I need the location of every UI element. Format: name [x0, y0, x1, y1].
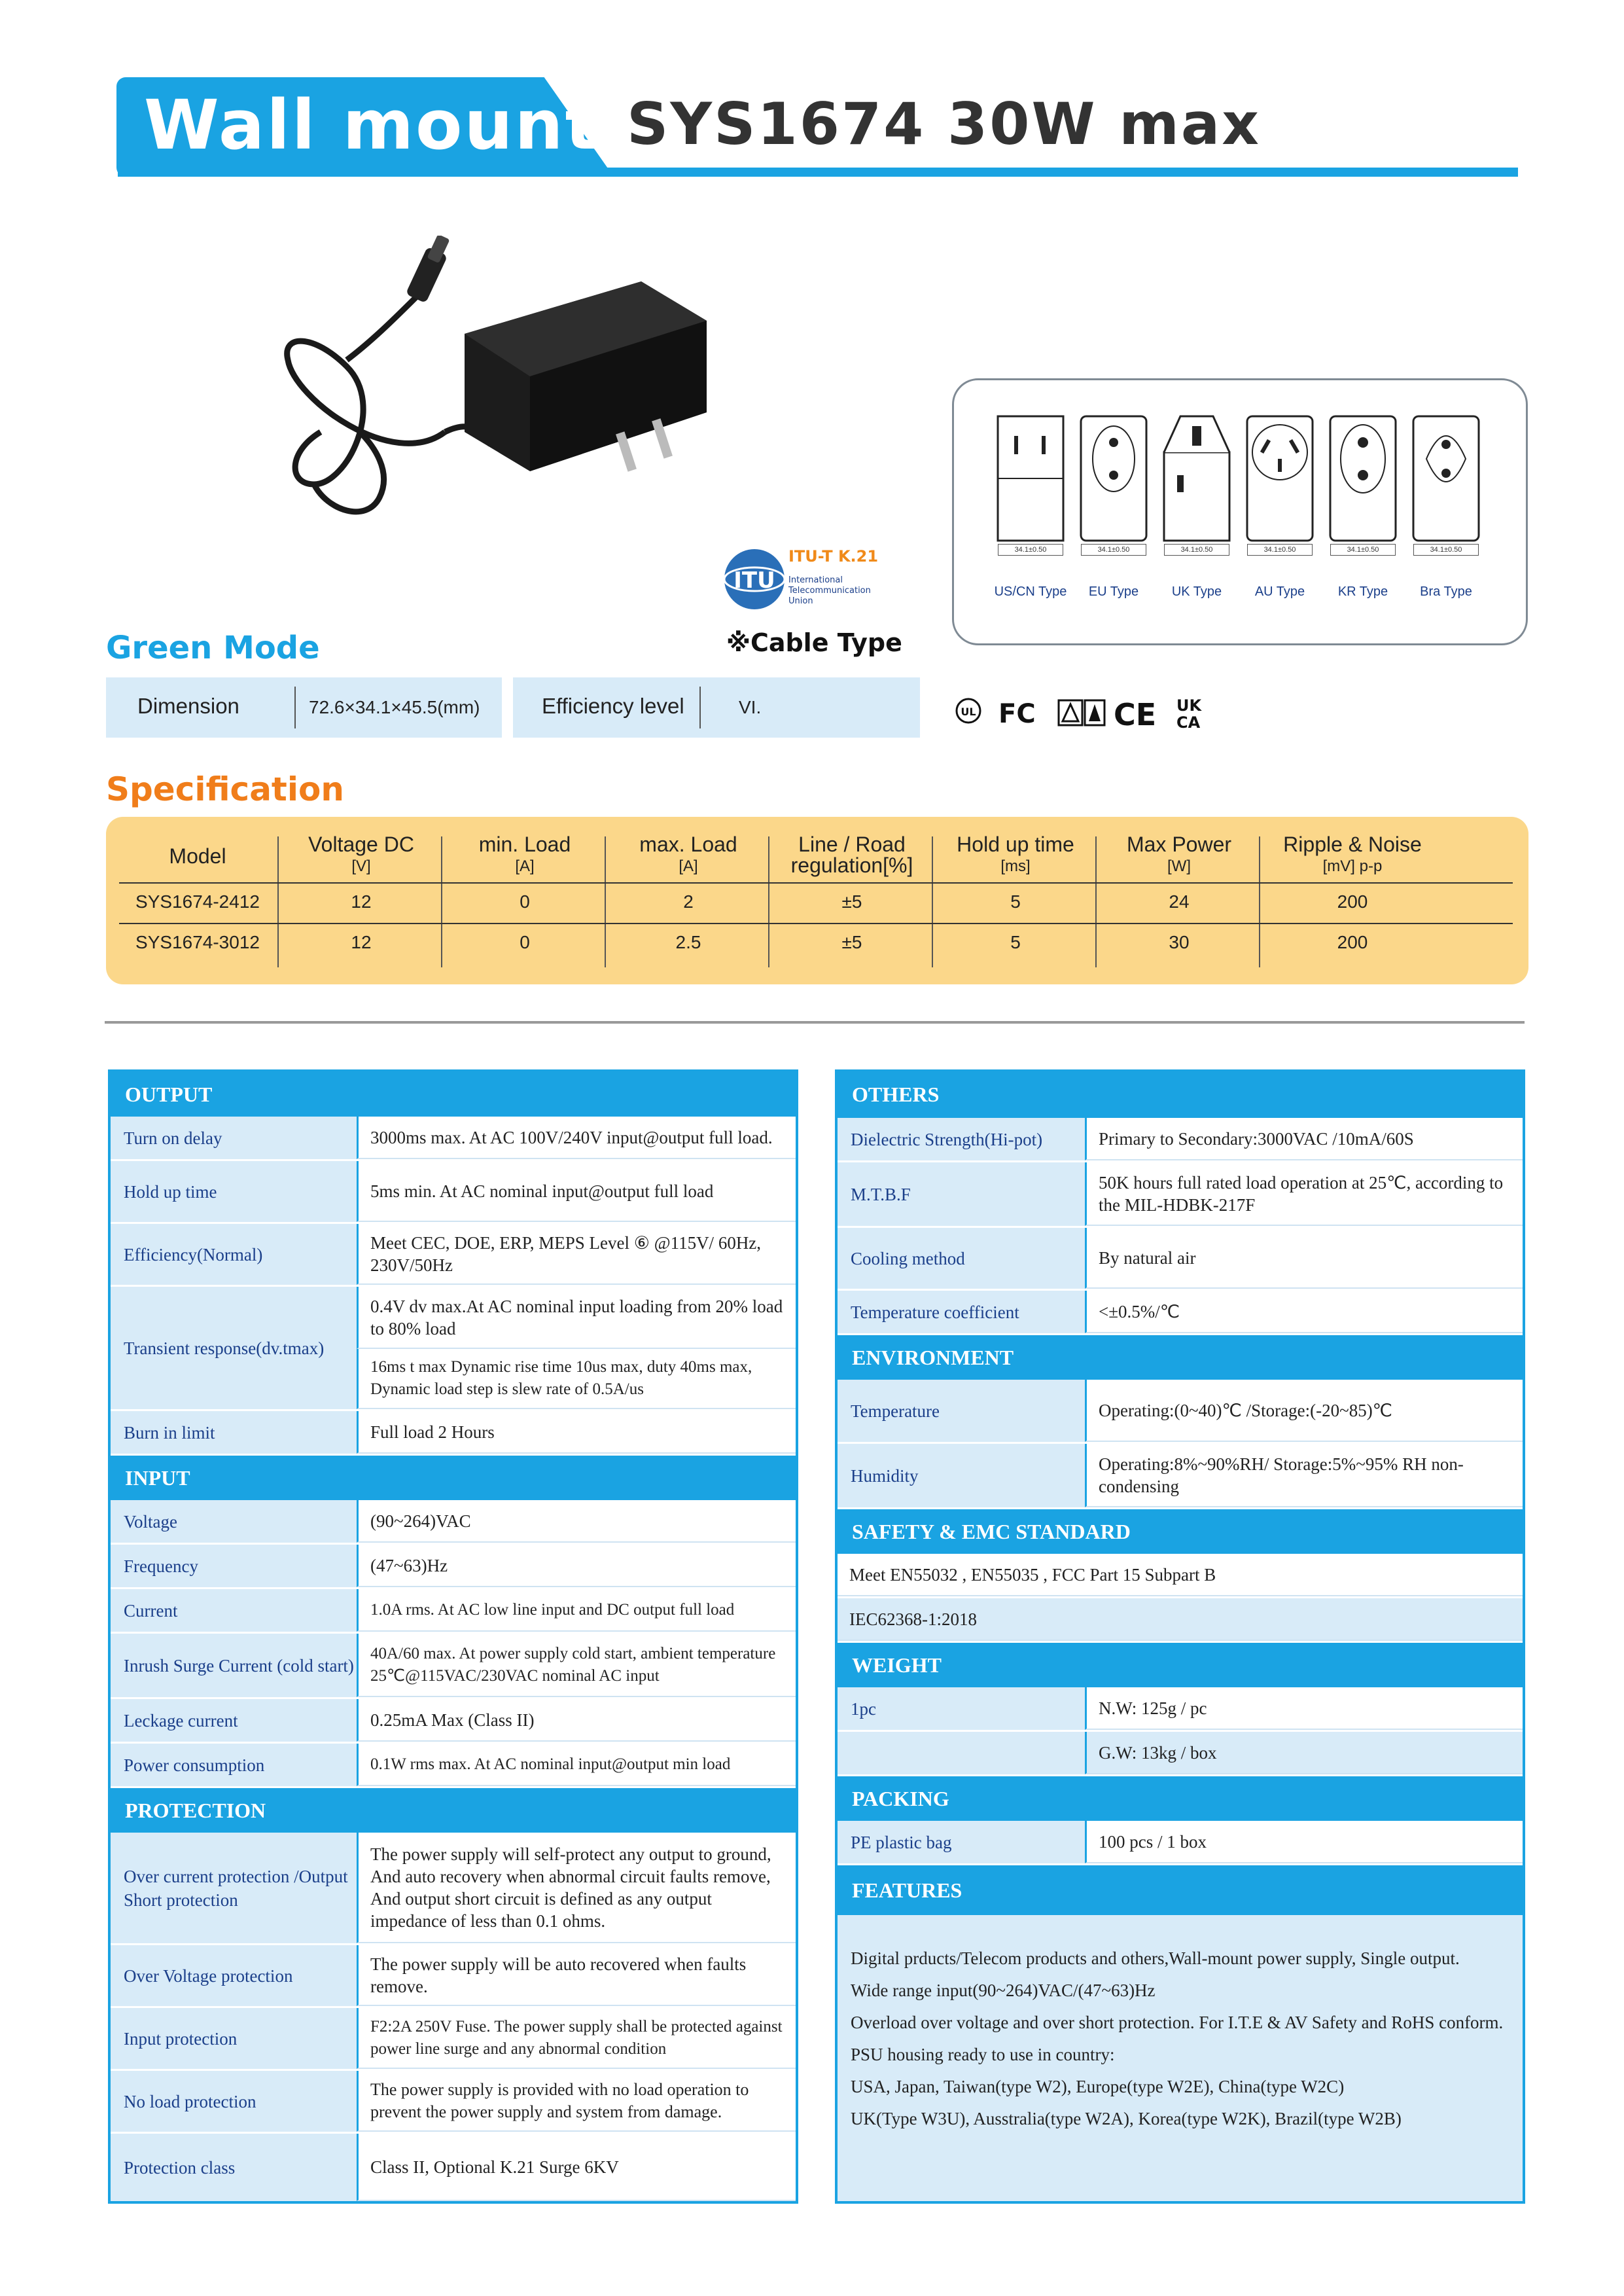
- spec-cell: 200: [1337, 891, 1368, 912]
- spec-cell: 5: [1010, 891, 1021, 912]
- row-value: 0.4V dv max.At AC nominal input loading from 20% load to 80% load: [357, 1287, 796, 1349]
- ul-logo: [957, 699, 980, 723]
- row-key: No load protection: [111, 2071, 357, 2132]
- spec-cell: 200: [1337, 932, 1368, 952]
- page-subtitle: SYS1674 30W max: [627, 90, 1262, 158]
- row-value: Meet EN55032 , EN55035 , FCC Part 15 Subpart B: [838, 1554, 1523, 1596]
- itu-line-1: International: [788, 575, 843, 585]
- row-key: Temperature coefficient: [838, 1291, 1085, 1333]
- row-value: 0.1W rms max. At AC nominal input@output min load: [357, 1744, 796, 1786]
- row-key: Transient response(dv.tmax): [111, 1287, 357, 1409]
- spec-header-regulation: Line / Road regulation[%]: [790, 833, 913, 877]
- plug-types-panel: [952, 378, 1528, 645]
- product-photo: [275, 236, 733, 576]
- plug-label-us: US/CN Type: [994, 584, 1067, 599]
- spec-cell: SYS1674-2412: [135, 891, 260, 912]
- row-value: 5ms min. At AC nominal input@output full load: [357, 1161, 796, 1222]
- spec-cell: 2: [683, 891, 694, 912]
- row-key: Dielectric Strength(Hi-pot): [838, 1118, 1085, 1160]
- row-key: Frequency: [111, 1545, 357, 1587]
- spec-col-divider: [441, 836, 442, 967]
- spec-cell: 30: [1169, 932, 1190, 952]
- table-row: [111, 1744, 796, 1788]
- spec-header-max-load: max. Load: [639, 833, 737, 856]
- plug-label-uk: UK Type: [1171, 584, 1222, 599]
- row-value: Meet CEC, DOE, ERP, MEPS Level ⑥ @115V/ 60Hz, 230V/50Hz: [357, 1224, 796, 1285]
- plug-dim-eu: 34.1±0.50: [1081, 544, 1146, 556]
- spec-col-divider: [768, 836, 769, 967]
- table-row: [838, 1444, 1523, 1509]
- spec-cell: 5: [1010, 932, 1021, 952]
- spec-unit-min-load: [A]: [515, 857, 535, 875]
- row-value: IEC62368-1:2018: [838, 1598, 1523, 1641]
- table-row: [838, 1821, 1523, 1865]
- spec-col-divider: [605, 836, 606, 967]
- spec-header-ripple: Ripple & Noise: [1283, 833, 1422, 856]
- specification-title: Specification: [106, 770, 344, 808]
- spec-cell: 0: [520, 932, 530, 952]
- table-row: [111, 1833, 796, 1945]
- row-value: By natural air: [1085, 1228, 1523, 1289]
- packing-section-header: PACKING: [838, 1776, 1523, 1821]
- spec-unit-voltage: [V]: [351, 857, 371, 875]
- spec-cell: 2.5: [675, 932, 701, 952]
- plug-label-au: AU Type: [1254, 584, 1305, 599]
- itu-title: ITU-T K.21: [788, 547, 879, 565]
- plug-dim-bra: 34.1±0.50: [1413, 544, 1479, 556]
- row-key: Turn on delay: [111, 1117, 357, 1159]
- spec-cell: 12: [351, 932, 372, 952]
- page-title: Wall mount: [144, 85, 600, 165]
- row-value: Full load 2 Hours: [357, 1411, 796, 1454]
- plug-au-icon: [1244, 413, 1316, 544]
- table-row: [111, 1411, 796, 1456]
- plug-dim-kr: 34.1±0.50: [1330, 544, 1396, 556]
- row-value: G.W: 13kg / box: [1085, 1732, 1523, 1774]
- table-row: [111, 1545, 796, 1589]
- row-key: Over Voltage protection: [111, 1945, 357, 2006]
- table-row: [111, 1945, 796, 2008]
- table-row: [111, 1117, 796, 1161]
- itu-abbr: ITU: [733, 567, 775, 594]
- row-key: PE plastic bag: [838, 1821, 1085, 1863]
- row-value: Operating:(0~40)℃ /Storage:(-20~85)℃: [1085, 1380, 1523, 1442]
- plug-us-icon: [995, 413, 1067, 544]
- row-key: Inrush Surge Current (cold start): [111, 1634, 357, 1697]
- ukca-logo: [1176, 696, 1202, 732]
- row-value: F2:2A 250V Fuse. The power supply shall be protected against power line surge and any abnormal condition: [357, 2008, 796, 2069]
- row-key: M.T.B.F: [838, 1162, 1085, 1226]
- table-row: [838, 1687, 1523, 1732]
- green-mode-title: Green Mode: [106, 630, 320, 666]
- efficiency-label: Efficiency level: [542, 694, 684, 718]
- spec-header-model: Model: [169, 844, 226, 868]
- spec-cell: 0: [520, 891, 530, 912]
- row-value: (90~264)VAC: [357, 1500, 796, 1543]
- table-row: [111, 1634, 796, 1699]
- spec-cell: ±5: [841, 891, 862, 912]
- row-value: 16ms t max Dynamic rise time 10us max, duty 40ms max, Dynamic load step is slew rate of 0.5A/us: [357, 1349, 796, 1409]
- weight-section-header: WEIGHT: [838, 1643, 1523, 1687]
- table-row: [111, 1500, 796, 1545]
- spec-col-divider: [932, 836, 933, 967]
- row-value: 100 pcs / 1 box: [1085, 1821, 1523, 1863]
- row-key: Cooling method: [838, 1228, 1085, 1289]
- row-key-empty: [838, 1732, 1085, 1774]
- spec-header-min-load: min. Load: [478, 833, 571, 856]
- row-value: Class II, Optional K.21 Surge 6KV: [357, 2134, 796, 2201]
- table-row: [838, 1291, 1523, 1335]
- spec-unit-ripple: [mV] p-p: [1322, 857, 1383, 875]
- feature-line: USA, Japan, Taiwan(type W2), Europe(type W2E), China(type W2C): [851, 2077, 1345, 2096]
- row-key: Hold up time: [111, 1161, 357, 1222]
- row-value: Primary to Secondary:3000VAC /10mA/60S: [1085, 1118, 1523, 1160]
- spec-col-divider: [1095, 836, 1097, 967]
- spec-row-divider: [119, 923, 1513, 924]
- plug-dim-au: 34.1±0.50: [1247, 544, 1313, 556]
- safety-mark-logo: [1059, 700, 1104, 725]
- certification-logos: [954, 695, 1229, 732]
- spec-unit-max-load: [A]: [679, 857, 698, 875]
- safety-section-header: SAFETY & EMC STANDARD: [838, 1509, 1523, 1554]
- plug-label-bra: Bra Type: [1420, 584, 1472, 599]
- spec-unit-hold-up: [ms]: [1000, 857, 1031, 875]
- row-value: 0.25mA Max (Class II): [357, 1699, 796, 1742]
- efficiency-separator: [699, 687, 701, 728]
- output-section-header: OUTPUT: [111, 1072, 796, 1117]
- row-value: The power supply will be auto recovered when faults remove.: [357, 1945, 796, 2006]
- feature-line: Wide range input(90~264)VAC/(47~63)Hz: [851, 1981, 1156, 2000]
- row-value: <±0.5%/℃: [1085, 1291, 1523, 1333]
- svg-text:FC: FC: [998, 699, 1036, 729]
- row-key: Efficiency(Normal): [111, 1224, 357, 1285]
- table-row: [111, 1161, 796, 1224]
- dimension-value: 72.6×34.1×45.5(mm): [309, 697, 480, 717]
- ce-logo: [1114, 697, 1156, 732]
- spec-header-hold-up: Hold up time: [957, 833, 1074, 856]
- table-row: [838, 1162, 1523, 1228]
- row-value: 1.0A rms. At AC low line input and DC output full load: [357, 1589, 796, 1632]
- plug-dim-uk: 34.1±0.50: [1164, 544, 1229, 556]
- right-spec-panel: [835, 1069, 1525, 2204]
- table-row: [838, 1554, 1523, 1598]
- dimension-separator: [294, 687, 296, 728]
- row-key: Current: [111, 1589, 357, 1632]
- features-list: [838, 1915, 1523, 2201]
- plug-kr-icon: [1327, 413, 1399, 544]
- svg-text:UL: UL: [961, 706, 976, 718]
- itu-logo: [723, 543, 926, 615]
- svg-text:UK: UK: [1176, 696, 1202, 715]
- plug-eu-icon: [1078, 413, 1150, 544]
- row-key: Leckage current: [111, 1699, 357, 1742]
- features-section-header: FEATURES: [838, 1865, 1523, 1915]
- row-value: N.W: 125g / pc: [1085, 1687, 1523, 1730]
- left-spec-panel: [108, 1069, 798, 2204]
- spec-cell: 12: [351, 891, 372, 912]
- efficiency-value: VI.: [739, 697, 762, 717]
- row-value: 3000ms max. At AC 100V/240V input@output full load.: [357, 1117, 796, 1159]
- fcc-logo: [998, 699, 1036, 729]
- dimension-label: Dimension: [137, 694, 239, 718]
- protection-section-header: PROTECTION: [111, 1788, 796, 1833]
- plug-uk-icon: [1161, 413, 1233, 544]
- table-row: [111, 2008, 796, 2071]
- cable-type-label: ※Cable Type: [726, 628, 902, 657]
- row-key: Temperature: [838, 1380, 1085, 1442]
- row-key: Power consumption: [111, 1744, 357, 1786]
- spec-unit-max-power: [W]: [1167, 857, 1191, 875]
- itu-line-3: Union: [788, 596, 813, 606]
- table-row: [111, 2071, 796, 2134]
- table-row: [838, 1380, 1523, 1444]
- feature-line: Overload over voltage and over short protection. For I.T.E & AV Safety and RoHS conform.: [851, 2013, 1504, 2032]
- table-row: [111, 1287, 796, 1411]
- dimension-box: [106, 677, 502, 738]
- row-value: 40A/60 max. At power supply cold start, ambient temperature 25℃@115VAC/230VAC nominal AC input: [357, 1634, 796, 1697]
- row-value: 50K hours full rated load operation at 25℃, according to the MIL-HDBK-217F: [1085, 1162, 1523, 1226]
- plug-bra-icon: [1410, 413, 1482, 544]
- row-key: 1pc: [838, 1687, 1085, 1730]
- spec-col-divider: [1259, 836, 1260, 967]
- plug-label-eu: EU Type: [1088, 584, 1139, 599]
- feature-line: PSU housing ready to use in country:: [851, 2045, 1115, 2064]
- row-key: Input protection: [111, 2008, 357, 2069]
- itu-line-2: Telecommunication: [788, 586, 871, 596]
- feature-line: Digital prducts/Telecom products and others,Wall-mount power supply, Single output.: [851, 1948, 1460, 1968]
- spec-row-divider: [119, 882, 1513, 884]
- spec-cell: ±5: [841, 932, 862, 952]
- table-row: [838, 1118, 1523, 1162]
- spec-cell: SYS1674-3012: [135, 932, 260, 952]
- table-row: [111, 1589, 796, 1634]
- table-row: [111, 2134, 796, 2201]
- spec-header-voltage: Voltage DC: [308, 833, 414, 856]
- row-key: Over current protection /Output Short protection: [111, 1833, 357, 1943]
- svg-text:CA: CA: [1176, 713, 1201, 732]
- efficiency-box: [513, 677, 920, 738]
- spec-cell: 24: [1169, 891, 1190, 912]
- environment-section-header: ENVIRONMENT: [838, 1335, 1523, 1380]
- table-row: [838, 1732, 1523, 1776]
- row-value: (47~63)Hz: [357, 1545, 796, 1587]
- table-row: [111, 1699, 796, 1744]
- input-section-header: INPUT: [111, 1456, 796, 1500]
- row-key: Humidity: [838, 1444, 1085, 1507]
- spec-header-max-power: Max Power: [1126, 833, 1232, 856]
- row-key: Voltage: [111, 1500, 357, 1543]
- table-row: [838, 1228, 1523, 1291]
- row-value: Operating:8%~90%RH/ Storage:5%~95% RH non-condensing: [1085, 1444, 1523, 1507]
- others-section-header: OTHERS: [838, 1072, 1523, 1118]
- row-value: The power supply is provided with no load operation to prevent the power supply and system from damage.: [357, 2071, 796, 2132]
- specification-table: [106, 817, 1528, 984]
- table-row: [838, 1598, 1523, 1643]
- row-key: Burn in limit: [111, 1411, 357, 1454]
- spec-col-divider: [277, 836, 279, 967]
- plug-label-kr: KR Type: [1337, 584, 1388, 599]
- svg-text:CE: CE: [1114, 697, 1157, 732]
- feature-line: UK(Type W3U), Ausstralia(type W2A), Korea(type W2K), Brazil(type W2B): [851, 2109, 1402, 2128]
- plug-dim-us: 34.1±0.50: [998, 544, 1063, 556]
- row-key: Protection class: [111, 2134, 357, 2201]
- table-row: [111, 1224, 796, 1287]
- section-divider: [105, 1021, 1525, 1024]
- row-value: The power supply will self-protect any output to ground, And auto recovery when abnormal circuit faults remove, And output short circuit is defined as any output impedance of less than 0.1 ohms.: [357, 1833, 796, 1943]
